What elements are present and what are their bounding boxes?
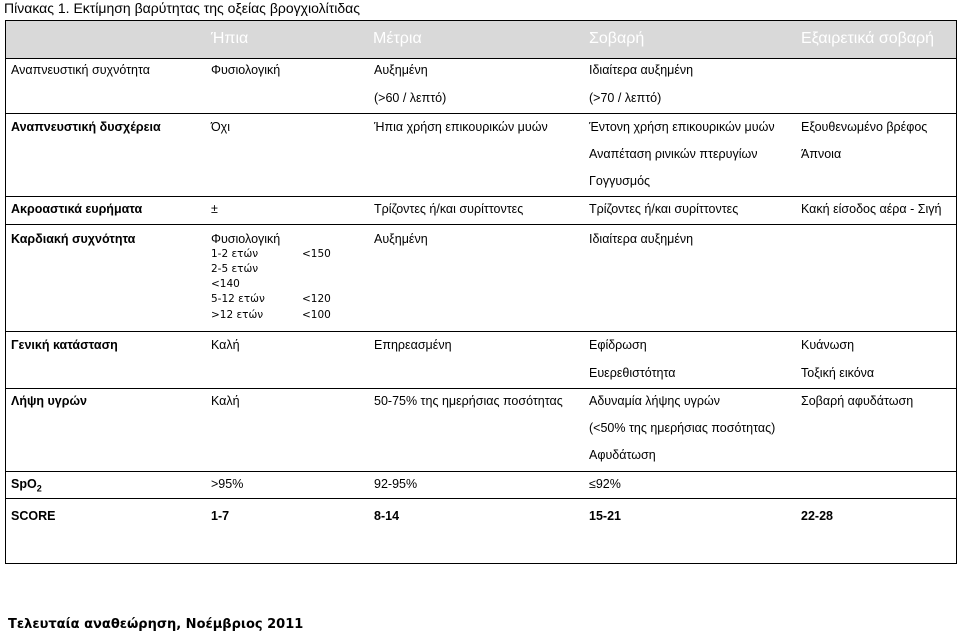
cell-extreme: 22-28 — [801, 509, 833, 523]
cell-mild: >95% — [211, 477, 244, 491]
row-label: Αναπνευστική δυσχέρεια — [11, 120, 161, 134]
cell-severe-detail: (>70 / λεπτό) — [589, 91, 662, 105]
cell-mild: 1-7 — [211, 509, 230, 523]
cell-mild: Καλή — [211, 394, 240, 408]
row-divider — [6, 196, 956, 197]
cell-mild: Όχι — [211, 120, 231, 134]
age-value: <120 — [302, 293, 331, 305]
row-label: Καρδιακή συχνότητα — [11, 232, 136, 246]
cell-extreme: Κυάνωση — [801, 338, 855, 352]
cell-moderate-detail: (>60 / λεπτό) — [374, 91, 447, 105]
cell-severe: Εφίδρωση — [589, 338, 647, 352]
cell-severe: 15-21 — [589, 509, 621, 523]
cell-mild: Καλή — [211, 338, 240, 352]
row-divider — [6, 498, 956, 499]
cell-severe-2: Ευερεθιστότητα — [589, 366, 676, 380]
cell-extreme: Κακή είσοδος αέρα - Σιγή — [801, 202, 942, 216]
cell-severe: Ιδιαίτερα αυξημένη — [589, 63, 694, 77]
age-value: <100 — [302, 309, 331, 321]
row-label: Ακροαστικά ευρήματα — [11, 202, 143, 216]
row-divider — [6, 471, 956, 472]
age-range: 5-12 ετών — [211, 293, 265, 305]
revision-note: Τελευταία αναθεώρηση, Νοέμβριος 2011 — [8, 617, 304, 632]
cell-extreme: Εξουθενωμένο βρέφος — [801, 120, 928, 134]
age-range: >12 ετών — [211, 309, 264, 321]
row-label: Αναπνευστική συχνότητα — [11, 63, 150, 77]
cell-severe: Αδυναμία λήψης υγρών — [589, 394, 721, 408]
cell-moderate: 92-95% — [374, 477, 418, 491]
row-divider — [6, 331, 956, 332]
table-caption: Πίνακας 1. Εκτίμηση βαρύτητας της οξείας βρογχιολίτιδας — [4, 0, 360, 16]
cell-severe: Ιδιαίτερα αυξημένη — [589, 232, 694, 246]
age-range: 2-5 ετών — [211, 263, 259, 275]
row-divider — [6, 224, 956, 225]
cell-moderate: Τρίζοντες ή/και συρίττοντες — [374, 202, 524, 216]
cell-moderate: Αυξημένη — [374, 232, 428, 246]
header-moderate: Μέτρια — [373, 30, 422, 47]
cell-mild: ± — [211, 202, 218, 216]
cell-severe-3: Γογγυσμός — [589, 174, 651, 188]
cell-moderate: Αυξημένη — [374, 63, 428, 77]
cell-extreme-2: Άπνοια — [801, 147, 842, 161]
cell-severe: ≤92% — [589, 477, 621, 491]
cell-extreme: Σοβαρή αφυδάτωση — [801, 394, 914, 408]
cell-severe-2: Αναπέταση ρινικών πτερυγίων — [589, 147, 758, 161]
age-value: <140 — [211, 278, 240, 290]
row-label: Λήψη υγρών — [11, 394, 87, 408]
header-severe: Σοβαρή — [589, 30, 645, 47]
row-label: Γενική κατάσταση — [11, 338, 118, 352]
header-extreme: Εξαιρετικά σοβαρή — [801, 30, 935, 47]
table-header — [6, 21, 956, 59]
cell-severe-3: Αφυδάτωση — [589, 448, 656, 462]
cell-severe: Τρίζοντες ή/και συρίττοντες — [589, 202, 739, 216]
row-divider — [6, 113, 956, 114]
row-divider — [6, 388, 956, 389]
cell-extreme-2: Τοξική εικόνα — [801, 366, 875, 380]
cell-moderate: 50-75% της ημερήσιας ποσότητας — [374, 394, 563, 408]
cell-moderate: Επηρεασμένη — [374, 338, 452, 352]
severity-table — [5, 20, 957, 564]
age-range: 1-2 ετών — [211, 248, 259, 260]
row-label: SCORE — [11, 509, 56, 523]
cell-severe-2: (<50% της ημερήσιας ποσότητας) — [589, 421, 776, 435]
cell-moderate: Ήπια χρήση επικουρικών μυών — [374, 120, 548, 134]
cell-severe: Έντονη χρήση επικουρικών μυών — [589, 120, 775, 134]
cell-moderate: 8-14 — [374, 509, 400, 523]
age-value: <150 — [302, 248, 331, 260]
cell-mild: Φυσιολογική — [211, 232, 281, 246]
cell-mild: Φυσιολογική — [211, 63, 281, 77]
header-mild: Ήπια — [211, 30, 249, 47]
row-label: SpO$_2$ — [11, 477, 42, 494]
